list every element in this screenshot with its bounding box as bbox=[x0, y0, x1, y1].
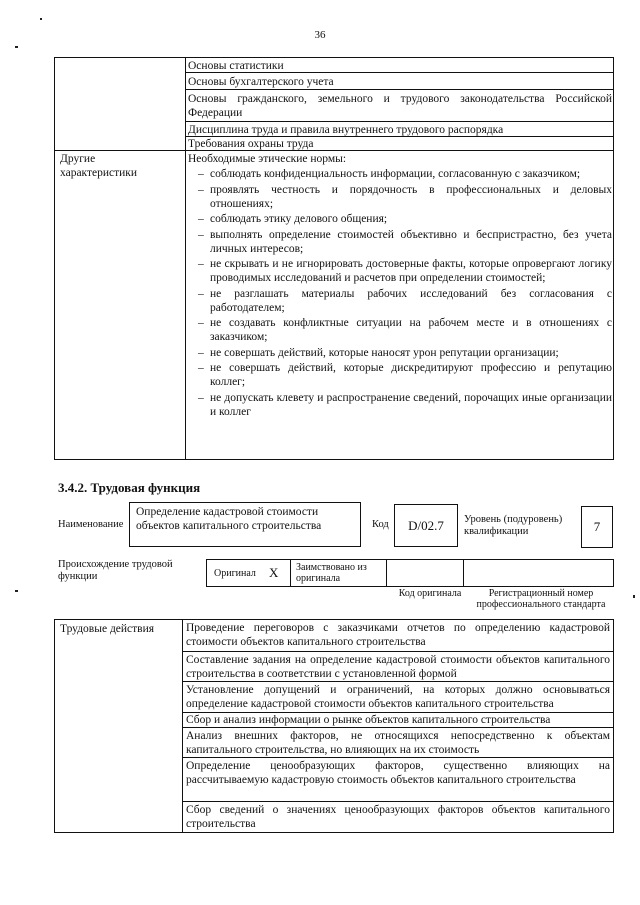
borrowed-cell bbox=[290, 559, 386, 587]
original-mark: X bbox=[269, 565, 279, 580]
labor-action-item: Проведение переговоров с заказчиками отчетов по определению кадастровой стоимости объектов капитального строительства bbox=[186, 622, 610, 648]
function-name-box bbox=[129, 502, 361, 547]
code-value: D/02.7 bbox=[408, 518, 444, 533]
knowledge-item: Основы гражданского, земельного и трудового законодательства Российской Федерации bbox=[188, 93, 612, 119]
ethics-item: – соблюдать этику делового общения; bbox=[188, 212, 612, 226]
origin-label: Происхождение трудовой функции bbox=[58, 559, 173, 582]
labor-action-item: Сбор и анализ информации о рынке объектов капитального строительства bbox=[186, 714, 551, 726]
ethics-norms bbox=[188, 152, 612, 419]
labor-action-item: Определение ценообразующих факторов, существенно влияющих на рассчитываемую кадастровую стоимость объектов капитального строительства bbox=[186, 760, 610, 786]
knowledge-item: Требования охраны труда bbox=[188, 138, 314, 150]
ethics-item: – не разглашать материалы рабочих исследований без согласования с работодателем; bbox=[188, 287, 612, 315]
labor-actions-table bbox=[54, 619, 614, 833]
ethics-list bbox=[188, 167, 612, 419]
competency-table-continued bbox=[54, 57, 614, 460]
code-box bbox=[394, 504, 458, 547]
code-original-caption: Код оригинала bbox=[398, 588, 462, 599]
knowledge-item: Дисциплина труда и правила внутреннего трудового распорядка bbox=[188, 124, 504, 136]
ethics-item: – проявлять честность и порядочность в профессиональных и деловых отношениях; bbox=[188, 183, 612, 211]
other-characteristics-label: Другие характеристики bbox=[60, 153, 138, 179]
level-label: Уровень (подуровень) квалификации bbox=[464, 514, 563, 537]
scan-mark bbox=[40, 18, 42, 20]
knowledge-item: Основы статистики bbox=[188, 60, 284, 72]
scan-mark bbox=[15, 590, 18, 592]
section-title: 3.4.2. Трудовая функция bbox=[58, 480, 201, 495]
function-name-value: Определение кадастровой стоимости объектов капитального строительства bbox=[136, 506, 322, 532]
labor-action-item: Сбор сведений о значениях ценообразующих факторов объектов капитального строительства bbox=[186, 804, 610, 830]
reg-number-caption: Регистрационный номер профессионального стандарта bbox=[476, 588, 606, 610]
borrowed-label: Заимствовано из оригинала bbox=[296, 562, 367, 584]
ethics-item: – выполнять определение стоимостей объективно и беспристрастно, без учета личных интересов; bbox=[188, 228, 612, 256]
ethics-item: – не скрывать и не игнорировать достоверные факты, которые опровергают логику проводимых исследований и расчетов при определении стоимостей; bbox=[188, 257, 612, 285]
ethics-lead: Необходимые этические нормы: bbox=[188, 153, 347, 165]
page-number: 36 bbox=[314, 29, 326, 41]
ethics-item: – не совершать действий, которые дискредитируют профессию и репутацию коллег; bbox=[188, 361, 612, 389]
labor-actions-label: Трудовые действия bbox=[60, 623, 155, 635]
labor-action-item: Составление задания на определение кадастровой стоимости объектов капитального строительства в соответствии с установленной формой bbox=[186, 654, 610, 680]
level-box bbox=[581, 506, 613, 548]
original-label: Оригинал bbox=[214, 568, 256, 579]
labor-action-item: Анализ внешних факторов, не относящихся непосредственно к объектам капитального строительства, но влияющих на их стоимость bbox=[186, 730, 610, 756]
name-label: Наименование bbox=[58, 519, 124, 530]
reg-number-cell bbox=[463, 559, 614, 587]
labor-action-item: Установление допущений и ограничений, на которых должно основываться определение кадастровой стоимости объектов капитального строительства bbox=[186, 684, 610, 710]
code-original-cell bbox=[386, 559, 463, 587]
knowledge-item: Основы бухгалтерского учета bbox=[188, 76, 334, 88]
original-cell bbox=[206, 559, 290, 587]
code-label: Код bbox=[372, 519, 389, 530]
ethics-item: – соблюдать конфиденциальность информации, согласованную с заказчиком; bbox=[188, 167, 612, 181]
ethics-item: – не допускать клевету и распространение сведений, порочащих иные организации и коллег bbox=[188, 391, 612, 419]
ethics-item: – не совершать действий, которые наносят урон репутации организации; bbox=[188, 346, 612, 360]
scan-mark bbox=[15, 46, 18, 48]
ethics-item: – не создавать конфликтные ситуации на рабочем месте и в отношениях с заказчиком; bbox=[188, 316, 612, 344]
scan-mark bbox=[633, 595, 635, 598]
level-value: 7 bbox=[593, 519, 601, 534]
